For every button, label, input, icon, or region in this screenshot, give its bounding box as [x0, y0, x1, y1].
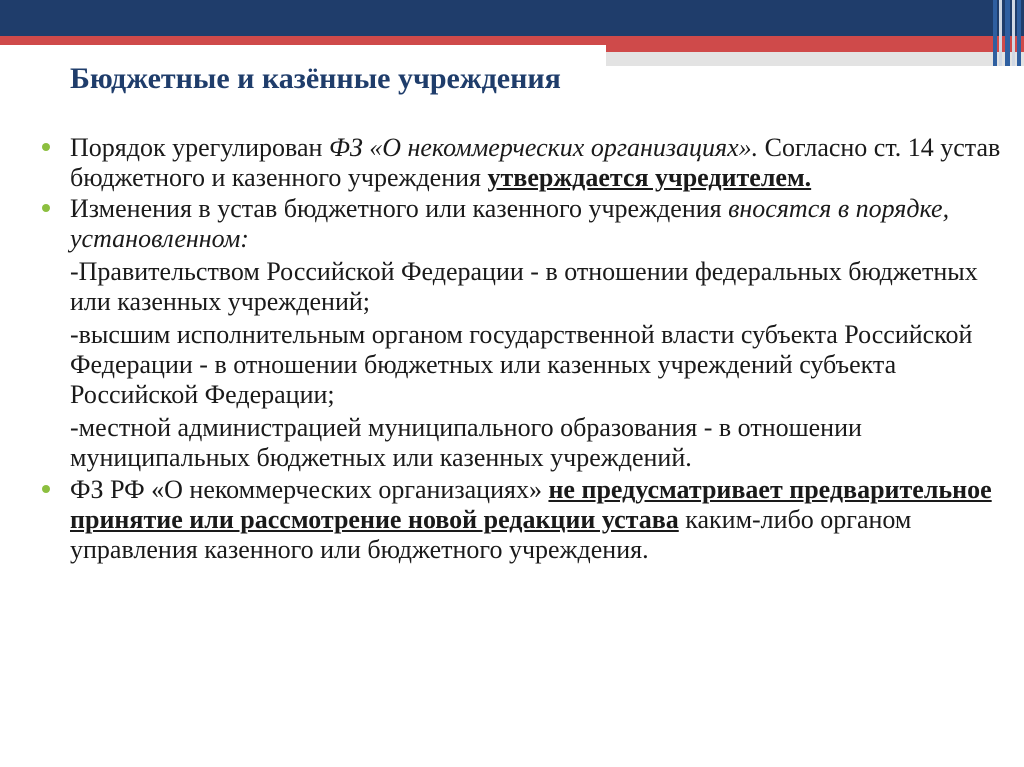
- bullet-text: Согласно ст. 14 устав бюджетного и казенного учреждения: [70, 133, 1001, 192]
- bullet-text: Порядок урегулирован: [70, 133, 329, 162]
- header-vbar: [1017, 0, 1021, 66]
- bullet-item: [42, 194, 1002, 254]
- bullet-dot-icon: [42, 143, 50, 151]
- header-band-red: [0, 36, 1024, 45]
- bullet-dot-icon: [42, 204, 50, 212]
- law-reference: ФЗ «О некоммерческих организациях».: [328, 133, 759, 162]
- bullet-item: [42, 133, 1002, 193]
- header-band-navy: [0, 0, 1024, 36]
- sub-item: [42, 320, 1002, 410]
- header-vbar: [1005, 0, 1010, 66]
- slide-body: [42, 133, 1002, 566]
- sub-item: [42, 413, 1002, 473]
- emphasis-italic-text: вносятся в порядке, установленном:: [70, 194, 950, 253]
- bullet-text: каким-либо органом управления казенного или бюджетного учреждения.: [70, 505, 912, 564]
- header-band-red-accent: [606, 45, 1024, 52]
- emphasis-text: утверждается учредителем.: [487, 163, 812, 192]
- bullet-text: ФЗ РФ «О некоммерческих организациях»: [70, 475, 549, 504]
- sub-item-text: -местной администрацией муниципального образования - в отношении муниципальных бюджетных или казенных учреждений.: [70, 413, 862, 472]
- emphasis-text: не предусматривает предварительное принятие или рассмотрение новой редакции устава: [70, 475, 992, 534]
- sub-item: [42, 257, 1002, 317]
- sub-item-text: -Правительством Российской Федерации - в отношении федеральных бюджетных или казенных учреждений;: [70, 257, 978, 316]
- slide-title: Бюджетные и казённые учреждения: [70, 62, 561, 95]
- bullet-dot-icon: [42, 485, 50, 493]
- bullet-text: Изменения в устав бюджетного или казенного учреждения: [70, 194, 729, 223]
- header-vbar: [993, 0, 997, 66]
- header-vbar: [999, 0, 1002, 66]
- sub-item-text: -высшим исполнительным органом государственной власти субъекта Российской Федерации - в отношении бюджетных или казенных учреждений субъекта Российской Федерации;: [70, 320, 973, 409]
- bullet-item: [42, 475, 1002, 565]
- header-vbar: [1012, 0, 1015, 66]
